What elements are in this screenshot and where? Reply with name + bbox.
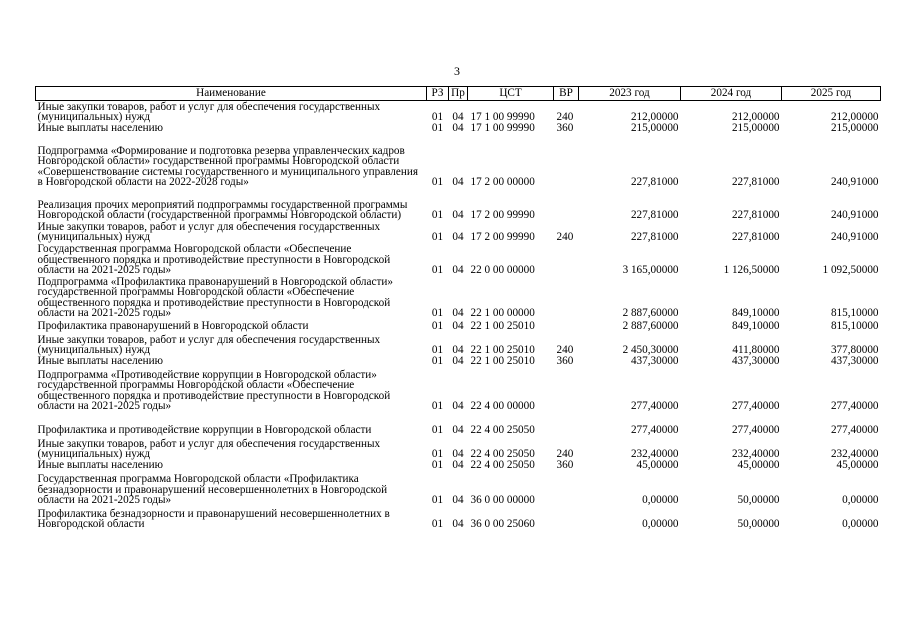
header-pr: Пр [449, 87, 468, 101]
table-row [36, 412, 881, 436]
row-2024: 215,00000 [731, 122, 780, 135]
row-vr [554, 319, 579, 332]
row-vr [554, 276, 579, 319]
row-pr: 04 [452, 320, 464, 333]
row-2024: 50,00000 [737, 518, 780, 531]
row-vr: 240 [556, 231, 574, 244]
row-2023: 227,81000 [630, 176, 679, 189]
row-vr [554, 134, 579, 188]
row-name: Подпрограмма «Формирование и подготовка резерва управленческих кадров Новгородской области» государственной программы Новгородской области «Совершенствование системы государственного и муниципального управления в Новгородской области на 2022-2028 годы» [37, 144, 418, 189]
row-cst: 17 2 00 99990 [470, 231, 535, 244]
row-2025: 437,30000 [830, 355, 879, 368]
table-row [36, 319, 881, 332]
table-row [36, 356, 881, 367]
header-vr: ВР [554, 87, 579, 101]
row-rz: 01 [431, 264, 444, 277]
row-2023: 277,40000 [630, 400, 679, 413]
row-2025: 0,00000 [842, 518, 879, 531]
row-2024: 277,40000 [731, 424, 780, 437]
row-name: Государственная программа Новгородской области «Профилактика безнадзорности и правонарушений несовершеннолетних в Новгородской области на 2021-2025 годы» [37, 473, 388, 507]
row-vr [554, 506, 579, 530]
row-2024: 50,00000 [737, 494, 780, 507]
row-name: Подпрограмма «Профилактика правонарушений в Новгородской области» государственной программы Новгородской области «Обеспечение общественного порядка и противодействие преступности в Новгородской области на 2021-2025 годы» [37, 275, 393, 320]
row-vr [554, 471, 579, 506]
row-pr: 04 [452, 176, 464, 189]
row-vr: 360 [556, 355, 574, 368]
row-2023: 45,00000 [636, 459, 679, 472]
row-cst: 22 4 00 25050 [470, 448, 535, 461]
row-rz: 01 [431, 111, 444, 124]
row-name: Иные закупки товаров, работ и услуг для обеспечения государственных (муниципальных) нужд [37, 437, 381, 461]
row-rz: 01 [431, 231, 444, 244]
row-2025: 377,80000 [830, 344, 879, 357]
table-row [36, 506, 881, 530]
row-vr: 360 [556, 459, 574, 472]
row-pr: 04 [452, 122, 464, 135]
row-rz: 01 [431, 307, 444, 320]
row-rz: 01 [431, 355, 444, 368]
row-vr: 240 [556, 344, 574, 357]
row-vr [554, 188, 579, 221]
row-rz: 01 [431, 320, 444, 333]
row-2025: 277,40000 [830, 424, 879, 437]
row-vr [554, 367, 579, 412]
row-2025: 240,91000 [830, 176, 879, 189]
row-2024: 1 126,50000 [723, 264, 780, 277]
row-2025: 212,00000 [830, 111, 879, 124]
row-pr: 04 [452, 264, 464, 277]
row-2024: 212,00000 [731, 111, 780, 124]
row-name: Подпрограмма «Противодействие коррупции в Новгородской области» государственной программы Новгородской области «Обеспечение общественного порядка и противодействие преступности в Новгородской области на 2021-2025 годы» [37, 368, 391, 413]
row-cst: 22 4 00 25050 [470, 459, 535, 472]
row-2025: 215,00000 [830, 122, 879, 135]
header-2024: 2024 год [681, 87, 782, 101]
row-name: Иные выплаты населению [37, 355, 163, 368]
row-pr: 04 [452, 400, 464, 413]
row-name: Реализация прочих мероприятий подпрограммы государственной программы Новгородской области (государственной программы Новгородской области) [37, 198, 408, 222]
row-2023: 437,30000 [630, 355, 679, 368]
row-2024: 45,00000 [737, 459, 780, 472]
row-vr [554, 412, 579, 436]
row-vr [554, 243, 579, 276]
row-2025: 232,40000 [830, 448, 879, 461]
row-cst: 36 0 00 00000 [470, 494, 535, 507]
row-rz: 01 [431, 494, 444, 507]
row-pr: 04 [452, 518, 464, 531]
row-rz: 01 [431, 344, 444, 357]
row-2023: 212,00000 [630, 111, 679, 124]
row-2025: 815,10000 [830, 320, 879, 333]
row-pr: 04 [452, 459, 464, 472]
row-2023: 232,40000 [630, 448, 679, 461]
row-2025: 240,91000 [830, 209, 879, 222]
row-cst: 17 2 00 99990 [470, 209, 535, 222]
row-cst: 22 1 00 25010 [470, 320, 535, 333]
table-row [36, 243, 881, 276]
row-name: Иные закупки товаров, работ и услуг для обеспечения государственных (муниципальных) нужд [37, 100, 381, 124]
row-name: Иные выплаты населению [37, 122, 163, 135]
row-pr: 04 [452, 307, 464, 320]
row-rz: 01 [431, 400, 444, 413]
row-rz: 01 [431, 518, 444, 531]
row-2025: 240,91000 [830, 231, 879, 244]
table-row [36, 436, 881, 460]
table-row [36, 221, 881, 243]
row-cst: 17 1 00 99990 [470, 111, 535, 124]
row-cst: 22 1 00 25010 [470, 344, 535, 357]
page-number: 3 [454, 64, 460, 78]
table-row [36, 188, 881, 221]
row-pr: 04 [452, 355, 464, 368]
row-name: Иные выплаты населению [37, 459, 163, 472]
row-rz: 01 [431, 122, 444, 135]
row-2025: 1 092,50000 [822, 264, 879, 277]
row-2024: 849,10000 [731, 320, 780, 333]
row-vr: 240 [556, 111, 574, 124]
row-rz: 01 [431, 176, 444, 189]
row-pr: 04 [452, 494, 464, 507]
row-2025: 0,00000 [842, 494, 879, 507]
row-2024: 232,40000 [731, 448, 780, 461]
row-cst: 22 1 00 00000 [470, 307, 535, 320]
table-row [36, 367, 881, 412]
row-vr: 360 [556, 122, 574, 135]
row-2023: 277,40000 [630, 424, 679, 437]
row-2023: 2 887,60000 [622, 307, 679, 320]
row-rz: 01 [431, 209, 444, 222]
row-2023: 2 450,30000 [622, 344, 679, 357]
row-pr: 04 [452, 231, 464, 244]
row-pr: 04 [452, 448, 464, 461]
row-name: Профилактика и противодействие коррупции в Новгородской области [37, 424, 372, 437]
row-name: Государственная программа Новгородской области «Обеспечение общественного порядка и противодействие преступности в Новгородской области на 2021-2025 годы» [37, 243, 391, 277]
row-2024: 277,40000 [731, 400, 780, 413]
row-2025: 815,10000 [830, 307, 879, 320]
row-name: Иные закупки товаров, работ и услуг для обеспечения государственных (муниципальных) нужд [37, 220, 381, 244]
row-rz: 01 [431, 459, 444, 472]
row-rz: 01 [431, 424, 444, 437]
row-2025: 277,40000 [830, 400, 879, 413]
row-cst: 22 1 00 25010 [470, 355, 535, 368]
row-pr: 04 [452, 209, 464, 222]
table-row [36, 471, 881, 506]
row-name: Профилактика правонарушений в Новгородской области [37, 320, 309, 333]
row-cst: 22 0 00 00000 [470, 264, 535, 277]
row-2023: 0,00000 [642, 494, 679, 507]
row-cst: 22 4 00 00000 [470, 400, 535, 413]
row-vr: 240 [556, 448, 574, 461]
table-row [36, 134, 881, 188]
row-2024: 227,81000 [731, 176, 780, 189]
header-rz: РЗ [427, 87, 449, 101]
table-row [36, 101, 881, 124]
row-2024: 411,80000 [732, 344, 780, 357]
row-2024: 437,30000 [731, 355, 780, 368]
row-cst: 36 0 00 25060 [470, 518, 535, 531]
header-2023: 2023 год [579, 87, 681, 101]
table-header-row [36, 87, 881, 101]
table-row [36, 332, 881, 356]
row-2024: 849,10000 [731, 307, 780, 320]
row-name: Профилактика безнадзорности и правонарушений несовершеннолетних в Новгородской области [37, 507, 390, 531]
row-pr: 04 [452, 424, 464, 437]
row-2024: 227,81000 [731, 231, 780, 244]
header-2025: 2025 год [782, 87, 881, 101]
row-pr: 04 [452, 344, 464, 357]
budget-table [35, 86, 881, 530]
row-2023: 215,00000 [630, 122, 679, 135]
row-2023: 3 165,00000 [622, 264, 679, 277]
row-cst: 17 2 00 00000 [470, 176, 535, 189]
row-cst: 22 4 00 25050 [470, 424, 535, 437]
header-name: Наименование [36, 87, 427, 101]
row-2023: 227,81000 [630, 231, 679, 244]
row-2023: 0,00000 [642, 518, 679, 531]
table-row [36, 460, 881, 471]
header-cst: ЦСТ [468, 87, 554, 101]
table-row [36, 123, 881, 134]
row-2025: 45,00000 [836, 459, 879, 472]
row-name: Иные закупки товаров, работ и услуг для обеспечения государственных (муниципальных) нужд [37, 333, 381, 357]
row-2023: 2 887,60000 [622, 320, 679, 333]
row-pr: 04 [452, 111, 464, 124]
row-rz: 01 [431, 448, 444, 461]
table-row [36, 276, 881, 319]
row-2024: 227,81000 [731, 209, 780, 222]
row-2023: 227,81000 [630, 209, 679, 222]
row-cst: 17 1 00 99990 [470, 122, 535, 135]
